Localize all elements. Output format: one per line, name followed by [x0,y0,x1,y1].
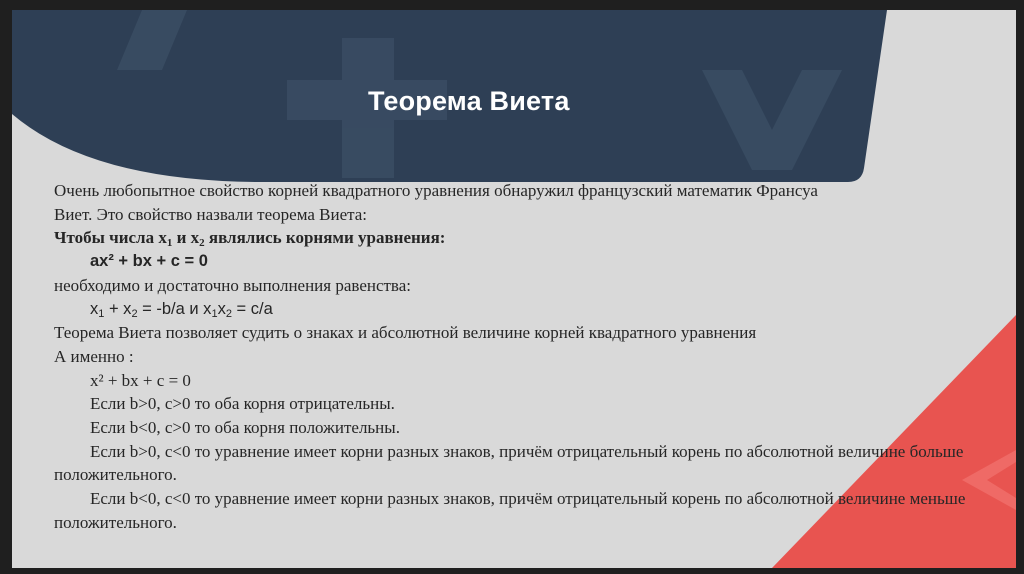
slide-content [54,179,974,535]
necessary-line: необходимо и достаточно выполнения равенства: [54,275,412,295]
slide-title: Теорема Виета [368,86,570,116]
vieta-sum: = -b/a и x [137,299,212,318]
case-1: Если b>0, c>0 то оба корня отрицательны. [90,394,395,414]
condition-middle: и x [172,228,200,248]
intro-line-2: Виет. Это свойство назвали теорема Виета: [54,204,368,224]
case-4: Если b<0, c<0 то уравнение имеет корни разных знаков, причём отрицательный корень по абсолютной величине меньше положительного. [54,489,966,532]
condition-suffix: являлись корнями уравнения: [204,228,446,248]
vieta-product: = c/a [231,299,273,318]
vieta-sub-1: 1 [98,307,105,320]
namely-line: А именно : [54,346,134,366]
vieta-sub-2: 2 [131,307,138,320]
case-3: Если b>0, c<0 то уравнение имеет корни разных знаков, причём отрицательный корень по абсолютной величине больше положительного. [54,441,964,485]
vieta-plus-x2: + x [104,299,132,318]
case-2: Если b<0, c>0 то оба корня положительны. [90,418,400,438]
intro-line-1: Очень любопытное свойство корней квадратного уравнения обнаружил французский математик Франсуа [54,181,818,200]
vieta-sub-4: 2 [225,307,232,320]
slide [12,10,1016,568]
vieta-x1: x [90,299,99,318]
vieta-formulas [54,298,974,322]
subscript-2: 2 [199,237,205,250]
equation-plain: x² + bx + c = 0 [90,370,191,390]
condition-line [54,226,974,250]
subscript-1: 1 [166,237,173,250]
vieta-sub-3: 1 [211,307,218,320]
condition-prefix: Чтобы числа x [54,228,167,248]
equation-bold: ax² + bx + c = 0 [90,252,208,271]
vieta-x-mid: x [217,299,226,318]
allows-line: Теорема Виета позволяет судить о знаках и абсолютной величине корней квадратного уравнения [54,323,757,343]
